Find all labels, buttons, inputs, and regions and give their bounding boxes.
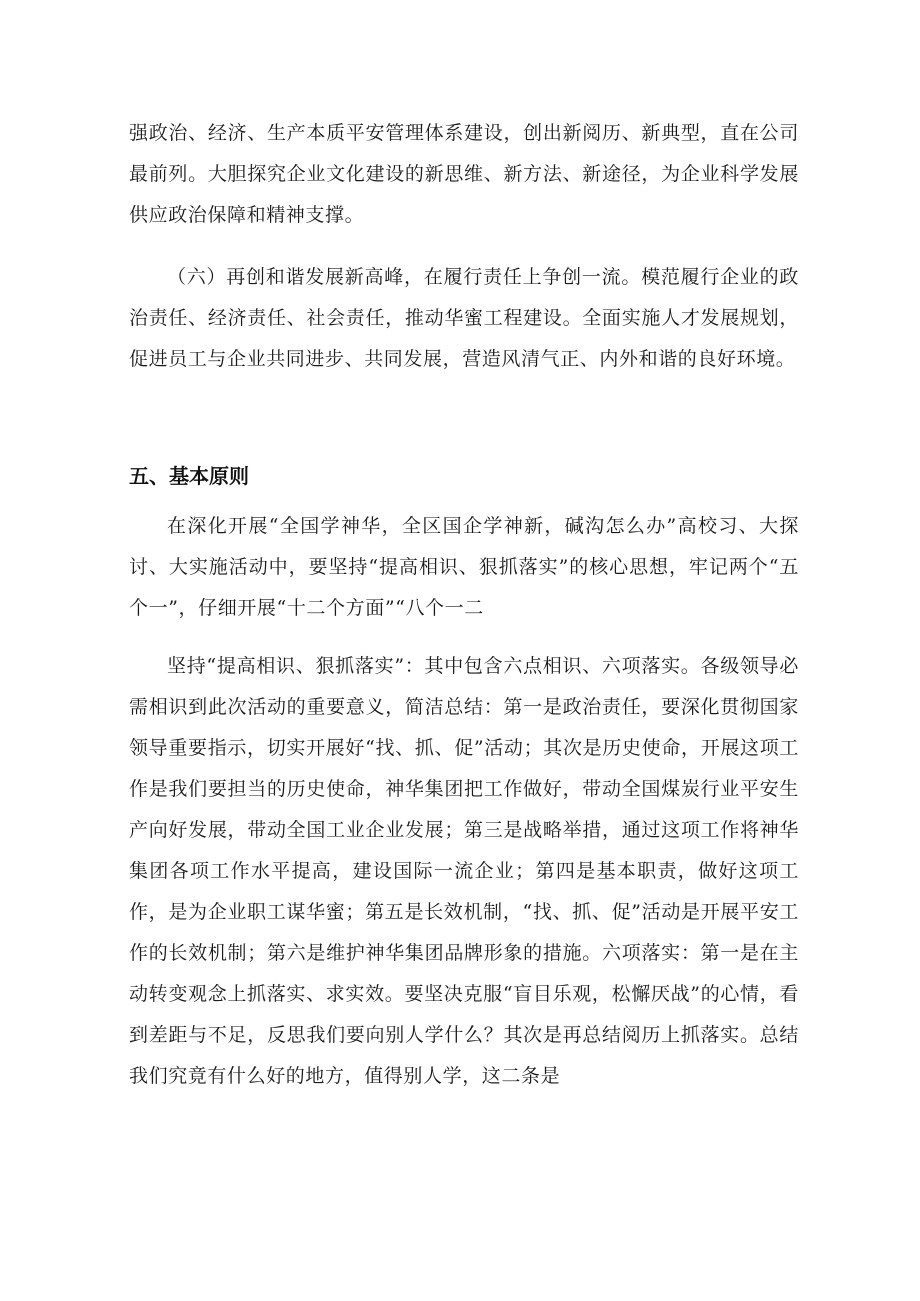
- paragraph-harmony-development: （六）再创和谐发展新高峰，在履行责任上争创一流。模范履行企业的政治责任、经济责任、社会责任，推动华蜜工程建设。全面实施人才发展规划，促进员工与企业共同进步、共同发展，营造风清气正、内外和谐的良好环境。: [129, 266, 799, 370]
- paragraph-activity-intro: 在深化开展“全国学神华，全区国企学神新，碱沟怎么办”高校习、大探讨、大实施活动中，要坚持“提高相识、狠抓落实”的核心思想，牢记两个“五个一”，仔细开展“十二个方面”“八个一二: [129, 515, 799, 619]
- section-heading-basic-principles: 五、基本原则: [129, 464, 249, 488]
- paragraph-six-points: 坚持“提高相识、狠抓落实”：其中包含六点相识、六项落实。各级领导必需相识到此次活动的重要意义，简洁总结：第一是政治责任，要深化贯彻国家领导重要指示，切实开展好“找、抓、促”活动；其次是历史使命，开展这项工作是我们要担当的历史使命，神华集团把工作做好，带动全国煤炭行业平安生产向好发展，带动全国工业企业发展；第三是战略举措，通过这项工作将神华集团各项工作水平提高，建设国际一流企业；第四是基本职责，做好这项工作，是为企业职工谋华蜜；第五是长效机制，“找、抓、促”活动是开展平安工作的长效机制；第六是维护神华集团品牌形象的措施。六项落实：第一是在主动转变观念上抓落实、求实效。要坚决克服“盲目乐观，松懈厌战”的心情，看到差距与不足，反思我们要向别人学什么？其次是再总结阅历上抓落实。总结我们究竟有什么好的地方，值得别人学，这二条是: [129, 655, 799, 1087]
- paragraph-policy-continuation: 强政治、经济、生产本质平安管理体系建设，创出新阅历、新典型，直在公司最前列。大胆探究企业文化建设的新思维、新方法、新途径，为企业科学发展供应政治保障和精神支撑。: [129, 122, 799, 226]
